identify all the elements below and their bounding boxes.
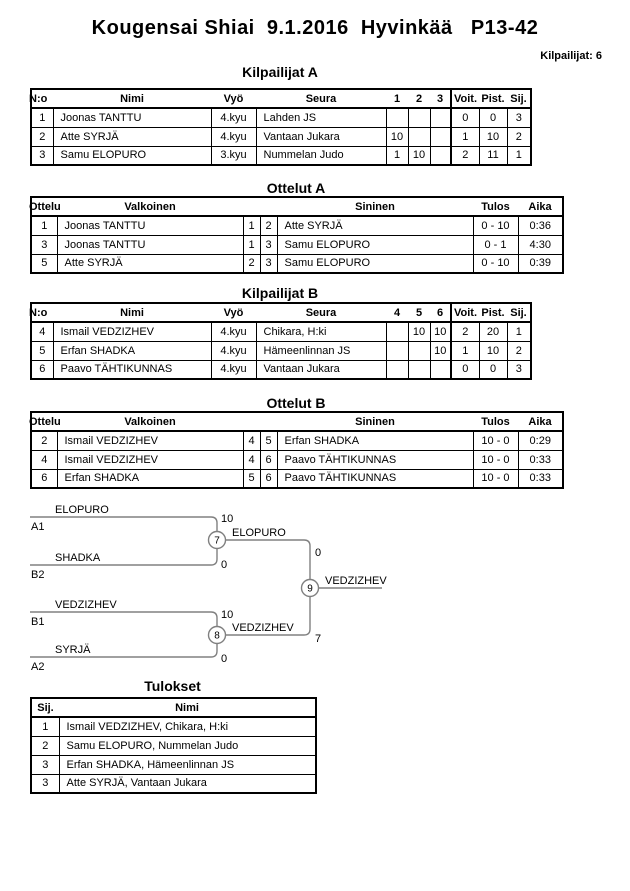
matches-b-table (30, 411, 564, 489)
cell-club: Chikara, H:ki (256, 322, 386, 341)
cell-score-3 (430, 146, 451, 165)
bracket-slot-score: 10 (221, 513, 234, 525)
cell-result: 0 - 10 (473, 254, 518, 273)
cell-blue-no: 3 (260, 235, 277, 254)
cell-white-name: Joonas TANTTU (57, 235, 243, 254)
cell-club: Vantaan Jukara (256, 127, 386, 146)
bracket-line-a1 (30, 517, 217, 531)
cell-points: 0 (479, 108, 507, 127)
cell-score-1: 10 (386, 127, 408, 146)
table-row (31, 717, 316, 736)
cell-points: 10 (479, 127, 507, 146)
bracket-slot-name: VEDZIZHEV (55, 599, 117, 611)
cell-match-no: 1 (31, 216, 57, 235)
col-header-wins: Voit. (451, 89, 479, 108)
cell-blue-no: 2 (260, 216, 277, 235)
cell-points: 10 (479, 341, 507, 360)
cell-no: 4 (31, 322, 53, 341)
col-header-wno (243, 412, 260, 431)
cell-white-no: 4 (243, 450, 260, 469)
competitors-count: Kilpailijat: 6 (540, 50, 602, 62)
cell-club: Hämeenlinnan JS (256, 341, 386, 360)
cell-place: 1 (31, 717, 59, 736)
cell-match-no: 4 (31, 450, 57, 469)
cell-blue-name: Atte SYRJÄ (277, 216, 473, 235)
table-row (31, 450, 563, 469)
cell-points: 11 (479, 146, 507, 165)
bracket-slot-score: 0 (221, 653, 228, 665)
col-header-club: Seura (256, 89, 386, 108)
match-number: 9 (307, 583, 313, 595)
cell-score-1: 1 (386, 146, 408, 165)
bracket-slot-code: B1 (31, 616, 45, 628)
section-heading-results: Tulokset (144, 678, 201, 694)
cell-name: Joonas TANTTU (53, 108, 211, 127)
table-row (31, 431, 563, 450)
col-header-result: Tulos (473, 412, 518, 431)
bracket-slot-score: 0 (221, 559, 228, 571)
col-header-points: Pist. (479, 303, 507, 322)
col-header-points: Pist. (479, 89, 507, 108)
cell-club: Vantaan Jukara (256, 360, 386, 379)
header-row (31, 89, 531, 108)
bracket-slot-code: A1 (31, 521, 45, 533)
col-header-blue: Sininen (277, 197, 473, 216)
match-number: 7 (214, 535, 220, 547)
col-header-belt: Vyö (211, 303, 256, 322)
cell-score-3 (430, 108, 451, 127)
cell-points: 20 (479, 322, 507, 341)
col-header-bno (260, 197, 277, 216)
cell-result: 0 - 1 (473, 235, 518, 254)
cell-blue-no: 6 (260, 450, 277, 469)
table-row (31, 469, 563, 488)
cell-name: Paavo TÄHTIKUNNAS (53, 360, 211, 379)
col-header-time: Aika (518, 197, 563, 216)
cell-place: 3 (507, 360, 531, 379)
cell-wins: 0 (451, 108, 479, 127)
cell-blue-no: 3 (260, 254, 277, 273)
bracket-line-b1 (30, 612, 217, 626)
cell-no: 1 (31, 108, 53, 127)
cell-place: 3 (31, 774, 59, 793)
col-header-name: Nimi (59, 698, 316, 717)
table-row (31, 146, 531, 165)
cell-score-2 (408, 127, 430, 146)
cell-score-4 (386, 322, 408, 341)
bracket-slot-name: ELOPURO (55, 504, 109, 516)
bracket-winner-name: VEDZIZHEV (232, 622, 294, 634)
cell-wins: 1 (451, 127, 479, 146)
section-heading-matches-b: Ottelut B (266, 395, 326, 411)
col-header-match: Ottelu (31, 412, 57, 431)
cell-name: Atte SYRJÄ, Vantaan Jukara (59, 774, 316, 793)
col-header-s5: 5 (408, 303, 430, 322)
cell-blue-name: Samu ELOPURO (277, 254, 473, 273)
cell-belt: 4.kyu (211, 322, 256, 341)
cell-score-6: 10 (430, 322, 451, 341)
cell-score-2: 10 (408, 146, 430, 165)
cell-result: 10 - 0 (473, 469, 518, 488)
col-header-white: Valkoinen (57, 197, 243, 216)
cell-place: 2 (507, 127, 531, 146)
cell-belt: 4.kyu (211, 360, 256, 379)
cell-name: Erfan SHADKA, Hämeenlinnan JS (59, 755, 316, 774)
col-header-blue: Sininen (277, 412, 473, 431)
col-header-name: Nimi (53, 303, 211, 322)
cell-name: Atte SYRJÄ (53, 127, 211, 146)
cell-wins: 1 (451, 341, 479, 360)
cell-place: 1 (507, 322, 531, 341)
page-title: Kougensai Shiai 9.1.2016 Hyvinkää P13-42 (91, 17, 539, 39)
cell-place: 3 (507, 108, 531, 127)
cell-belt: 4.kyu (211, 108, 256, 127)
cell-no: 6 (31, 360, 53, 379)
cell-blue-name: Erfan SHADKA (277, 431, 473, 450)
cell-name: Samu ELOPURO, Nummelan Judo (59, 736, 316, 755)
cell-score-5: 10 (408, 322, 430, 341)
pool-a-table (30, 88, 532, 166)
cell-no: 5 (31, 341, 53, 360)
col-header-no: N:o (31, 89, 53, 108)
bracket-winner-name: ELOPURO (232, 527, 286, 539)
semifinal-bracket (0, 490, 420, 690)
cell-score-1 (386, 108, 408, 127)
table-row (31, 774, 316, 793)
bracket-winner-name: VEDZIZHEV (325, 575, 387, 587)
col-header-bno (260, 412, 277, 431)
cell-place: 3 (31, 755, 59, 774)
cell-score-6 (430, 360, 451, 379)
cell-match-no: 6 (31, 469, 57, 488)
cell-blue-no: 6 (260, 469, 277, 488)
col-header-s4: 4 (386, 303, 408, 322)
col-header-s6: 6 (430, 303, 451, 322)
cell-wins: 0 (451, 360, 479, 379)
pool-b-table (30, 302, 532, 380)
cell-score-3 (430, 127, 451, 146)
section-heading-pool-b: Kilpailijat B (241, 285, 319, 301)
cell-name: Erfan SHADKA (53, 341, 211, 360)
col-header-s2: 2 (408, 89, 430, 108)
col-header-place: Sij. (31, 698, 59, 717)
table-row (31, 235, 563, 254)
cell-time: 0:39 (518, 254, 563, 273)
table-row (31, 736, 316, 755)
cell-belt: 4.kyu (211, 127, 256, 146)
cell-white-no: 2 (243, 254, 260, 273)
cell-blue-name: Samu ELOPURO (277, 235, 473, 254)
cell-wins: 2 (451, 146, 479, 165)
cell-time: 4:30 (518, 235, 563, 254)
table-row (31, 360, 531, 379)
cell-name: Samu ELOPURO (53, 146, 211, 165)
cell-white-no: 4 (243, 431, 260, 450)
cell-name: Ismail VEDZIZHEV (53, 322, 211, 341)
cell-white-name: Joonas TANTTU (57, 216, 243, 235)
col-header-wno (243, 197, 260, 216)
cell-white-name: Atte SYRJÄ (57, 254, 243, 273)
cell-white-name: Ismail VEDZIZHEV (57, 431, 243, 450)
table-row (31, 755, 316, 774)
matches-a-table (30, 196, 564, 274)
cell-score-5 (408, 360, 430, 379)
cell-club: Nummelan Judo (256, 146, 386, 165)
cell-score-6: 10 (430, 341, 451, 360)
cell-wins: 2 (451, 322, 479, 341)
cell-white-no: 1 (243, 235, 260, 254)
bracket-winner-score: 0 (315, 547, 322, 559)
header-row (31, 303, 531, 322)
bracket-slot-score: 10 (221, 609, 234, 621)
header-row (31, 412, 563, 431)
cell-time: 0:29 (518, 431, 563, 450)
cell-name: Ismail VEDZIZHEV, Chikara, H:ki (59, 717, 316, 736)
cell-time: 0:33 (518, 450, 563, 469)
cell-place: 1 (507, 146, 531, 165)
col-header-result: Tulos (473, 197, 518, 216)
section-heading-pool-a: Kilpailijat A (242, 64, 318, 80)
cell-points: 0 (479, 360, 507, 379)
cell-blue-no: 5 (260, 431, 277, 450)
cell-match-no: 5 (31, 254, 57, 273)
section-heading-matches-a: Ottelut A (266, 180, 326, 196)
cell-belt: 3.kyu (211, 146, 256, 165)
table-row (31, 108, 531, 127)
cell-time: 0:36 (518, 216, 563, 235)
cell-place: 2 (507, 341, 531, 360)
cell-score-5 (408, 341, 430, 360)
cell-blue-name: Paavo TÄHTIKUNNAS (277, 450, 473, 469)
cell-result: 0 - 10 (473, 216, 518, 235)
bracket-slot-name: SYRJÄ (55, 644, 91, 656)
header-row (31, 698, 316, 717)
cell-white-no: 1 (243, 216, 260, 235)
cell-belt: 4.kyu (211, 341, 256, 360)
col-header-time: Aika (518, 412, 563, 431)
table-row (31, 322, 531, 341)
cell-blue-name: Paavo TÄHTIKUNNAS (277, 469, 473, 488)
col-header-no: N:o (31, 303, 53, 322)
cell-club: Lahden JS (256, 108, 386, 127)
cell-match-no: 2 (31, 431, 57, 450)
col-header-place: Sij. (507, 303, 531, 322)
cell-white-name: Erfan SHADKA (57, 469, 243, 488)
bracket-slot-code: A2 (31, 661, 45, 673)
cell-no: 2 (31, 127, 53, 146)
col-header-belt: Vyö (211, 89, 256, 108)
col-header-wins: Voit. (451, 303, 479, 322)
col-header-s3: 3 (430, 89, 451, 108)
col-header-white: Valkoinen (57, 412, 243, 431)
table-row (31, 341, 531, 360)
bracket-line-sf1-winner (226, 540, 310, 579)
col-header-place: Sij. (507, 89, 531, 108)
results-table (30, 697, 317, 794)
bracket-winner-score: 7 (315, 633, 322, 645)
match-number: 8 (214, 630, 220, 642)
cell-white-name: Ismail VEDZIZHEV (57, 450, 243, 469)
bracket-slot-code: B2 (31, 569, 45, 581)
cell-white-no: 5 (243, 469, 260, 488)
header-row (31, 197, 563, 216)
bracket-slot-name: SHADKA (55, 552, 101, 564)
table-row (31, 216, 563, 235)
cell-no: 3 (31, 146, 53, 165)
cell-match-no: 3 (31, 235, 57, 254)
cell-time: 0:33 (518, 469, 563, 488)
table-row (31, 254, 563, 273)
cell-result: 10 - 0 (473, 431, 518, 450)
cell-score-4 (386, 360, 408, 379)
col-header-club: Seura (256, 303, 386, 322)
table-row (31, 127, 531, 146)
col-header-match: Ottelu (31, 197, 57, 216)
cell-result: 10 - 0 (473, 450, 518, 469)
col-header-name: Nimi (53, 89, 211, 108)
cell-score-4 (386, 341, 408, 360)
col-header-s1: 1 (386, 89, 408, 108)
cell-place: 2 (31, 736, 59, 755)
cell-score-2 (408, 108, 430, 127)
